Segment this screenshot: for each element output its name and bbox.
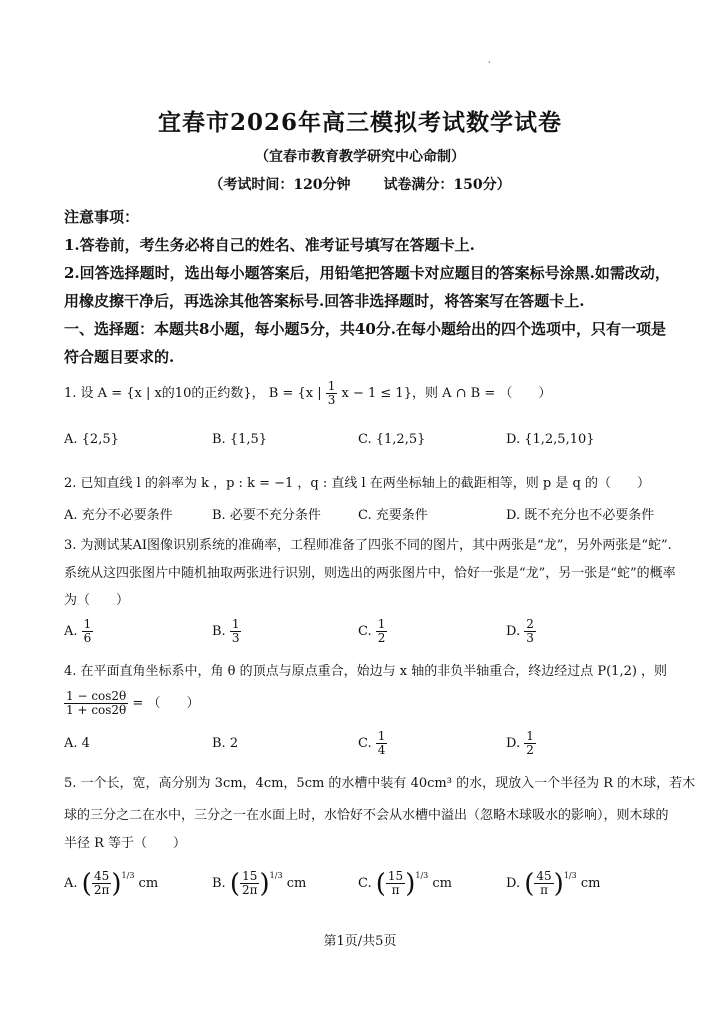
question-3-option-a-den: 6 [83, 631, 92, 645]
question-5-line-1: 5. 一个长，宽，高分别为 3cm，4cm，5cm 的水槽中装有 40cm³ 的水，现放入一个半径为 R 的木球，若木 [64, 776, 696, 791]
question-5-option-d-exp-den: 3 [571, 871, 577, 880]
question-5-option-d-den: π [540, 883, 548, 897]
question-5-option-a-exp-den: 3 [129, 871, 135, 880]
question-3-line-2: 系统从这四张图片中随机抽取两张进行识别，则选出的两张图片中，恰好一张是“龙”，另一张是“蛇”的概率 [64, 566, 676, 581]
question-4-fraction [64, 690, 128, 717]
question-5-line-3: 半径 R 等于（ ） [64, 836, 187, 851]
exam-info [0, 174, 720, 194]
question-3-option-c-den: 2 [377, 631, 386, 645]
question-5-option-c: C. ( $\frac{15}{\pi}$ ) 1/3 cm [358, 868, 452, 899]
question-5-option-a-label: A. [64, 876, 78, 891]
question-1-stem [64, 380, 551, 407]
question-4-option-d-den: 2 [526, 743, 534, 757]
exam-subtitle: （宜春市教育教学研究中心命制） [255, 149, 465, 165]
question-5-option-b-label: B. [212, 876, 226, 891]
question-1-option-b: B. {1,5} [212, 432, 268, 447]
question-2-stem: 2. 已知直线 l 的斜率为 k ，p : k = −1 ，q : 直线 l 在两坐标轴上的截距相等，则 p 是 q 的（ ） [64, 476, 650, 491]
question-3-option-a-label: A. [64, 624, 78, 639]
notes-item-2-line-1: 2.回答选择题时，选出每小题答案后，用铅笔把答题卡对应题目的答案标号涂黑.如需改动， [64, 264, 670, 282]
question-5-option-c-den: π [391, 883, 400, 897]
question-3-option-b-den: 3 [231, 631, 240, 645]
question-1-option-a: A. {2,5} [64, 432, 119, 447]
question-5-option-b: B. ( $\frac{15}{2\pi}$ ) 1/3 cm [212, 868, 307, 899]
question-2-option-d: D. 既不充分也不必要条件 [506, 508, 655, 523]
question-4-option-c [358, 730, 387, 757]
question-4-option-d [506, 730, 536, 757]
question-5-option-d-exp-num: 1 [563, 871, 569, 880]
question-3-option-d-den: 3 [526, 631, 534, 645]
question-3-option-c [358, 618, 387, 645]
question-3-option-a-num: 1 [83, 617, 92, 631]
question-4-fraction-den: 1 + cos2θ [66, 703, 127, 717]
question-4-tail: = （ ） [132, 696, 200, 711]
question-5-option-c-unit: cm [432, 876, 452, 891]
question-5-option-d: D. ( $\frac{45}{\pi}$ ) 1/3 cm [506, 868, 601, 899]
question-3-option-d [506, 618, 536, 645]
question-5-option-c-exp-num: 1 [415, 871, 421, 880]
question-5-line-2: 球的三分之二在水中，三分之一在水面上时，水恰好不会从水槽中溢出（忽略木球吸水的影响），则木球的 [64, 808, 669, 823]
question-1-fraction-num: 1 [327, 379, 336, 393]
stray-dot: · [488, 58, 491, 67]
question-5-option-b-exp-num: 1 [269, 871, 275, 880]
question-1-set-b-suffix: x − 1 ≤ 1}，则 A ∩ B = （ ） [341, 386, 552, 401]
question-5-option-d-unit: cm [580, 876, 601, 891]
question-1-set-b-prefix: B = {x | [268, 386, 322, 401]
question-4-option-c-den: 4 [377, 743, 386, 757]
question-4-option-d-label: D. [506, 736, 521, 751]
question-1-fraction [326, 380, 338, 407]
question-1-option-c: C. {1,2,5} [358, 432, 426, 447]
question-3-option-b-num: 1 [231, 617, 240, 631]
question-4-expression [64, 690, 199, 717]
question-1-option-d: D. {1,2,5,10} [506, 432, 595, 447]
question-4-fraction-num: 1 − cos2θ [66, 689, 127, 703]
question-5-option-b-den: 2π [241, 883, 258, 897]
question-2-option-c: C. 充要条件 [358, 508, 428, 523]
exam-title: 宜春市2026年高三模拟考试数学试卷 [157, 109, 562, 136]
question-5-option-a: A. ( $\frac{45}{2\pi}$ ) 1/3 cm [64, 868, 159, 899]
question-2-option-b: B. 必要不充分条件 [212, 508, 321, 523]
question-5-option-a-exp-num: 1 [121, 871, 127, 880]
question-4-option-d-num: 1 [526, 729, 534, 743]
question-3-option-a [64, 618, 93, 645]
question-5-option-b-num: 15 [242, 869, 258, 883]
question-4-option-c-label: C. [358, 736, 372, 751]
page-footer: 第1页/共5页 [323, 934, 397, 949]
question-5-option-a-num: 45 [93, 869, 110, 883]
question-3-option-b [212, 618, 241, 645]
question-5-option-d-num: 45 [536, 869, 552, 883]
question-2-option-a: A. 充分不必要条件 [64, 508, 173, 523]
question-5-option-b-unit: cm [286, 876, 307, 891]
question-5-option-a-unit: cm [138, 876, 159, 891]
notes-item-2-line-2: 用橡皮擦干净后，再选涂其他答案标号.回答非选择题时，将答案写在答题卡上. [64, 292, 585, 310]
question-5-option-a-den: 2π [93, 883, 110, 897]
question-4-option-c-num: 1 [377, 729, 386, 743]
question-5-option-c-label: C. [358, 876, 372, 891]
question-1-set-a: 1. 设 A = {x | x的10的正约数}， [64, 386, 265, 401]
question-3-option-b-label: B. [212, 624, 226, 639]
question-3-line-3: 为（ ） [64, 593, 130, 608]
question-3-option-d-label: D. [506, 624, 521, 639]
question-3-line-1: 3. 为测试某AI图像识别系统的准确率，工程师准备了四张不同的图片，其中两张是“龙”，另外两张是“蛇”. [64, 538, 672, 553]
question-5-option-d-label: D. [506, 876, 521, 891]
question-3-option-c-label: C. [358, 624, 372, 639]
section-1-line-1: 一、选择题：本题共8小题，每小题5分，共40分.在每小题给出的四个选项中，只有一项是 [64, 320, 666, 338]
question-4-option-b: B. 2 [212, 736, 239, 751]
notes-heading: 注意事项： [64, 208, 140, 226]
section-1-line-2: 符合题目要求的. [64, 348, 175, 366]
question-5-option-c-exp-den: 3 [423, 871, 429, 880]
question-4-option-a: A. 4 [64, 736, 90, 751]
question-4-line-1: 4. 在平面直角坐标系中，角 θ 的顶点与原点重合，始边与 x 轴的非负半轴重合，终边经过点 P(1,2) ，则 [64, 664, 668, 679]
exam-time: （考试时间：120分钟 [209, 177, 351, 193]
notes-item-1: 1.答卷前，考生务必将自己的姓名、准考证号填写在答题卡上. [64, 236, 475, 254]
exam-score: 试卷满分：150分） [383, 177, 511, 193]
question-3-option-c-num: 1 [377, 617, 386, 631]
question-5-option-b-exp-den: 3 [277, 871, 283, 880]
question-5-option-c-num: 15 [387, 869, 404, 883]
question-3-option-d-num: 2 [526, 617, 534, 631]
question-1-fraction-den: 3 [327, 393, 336, 407]
